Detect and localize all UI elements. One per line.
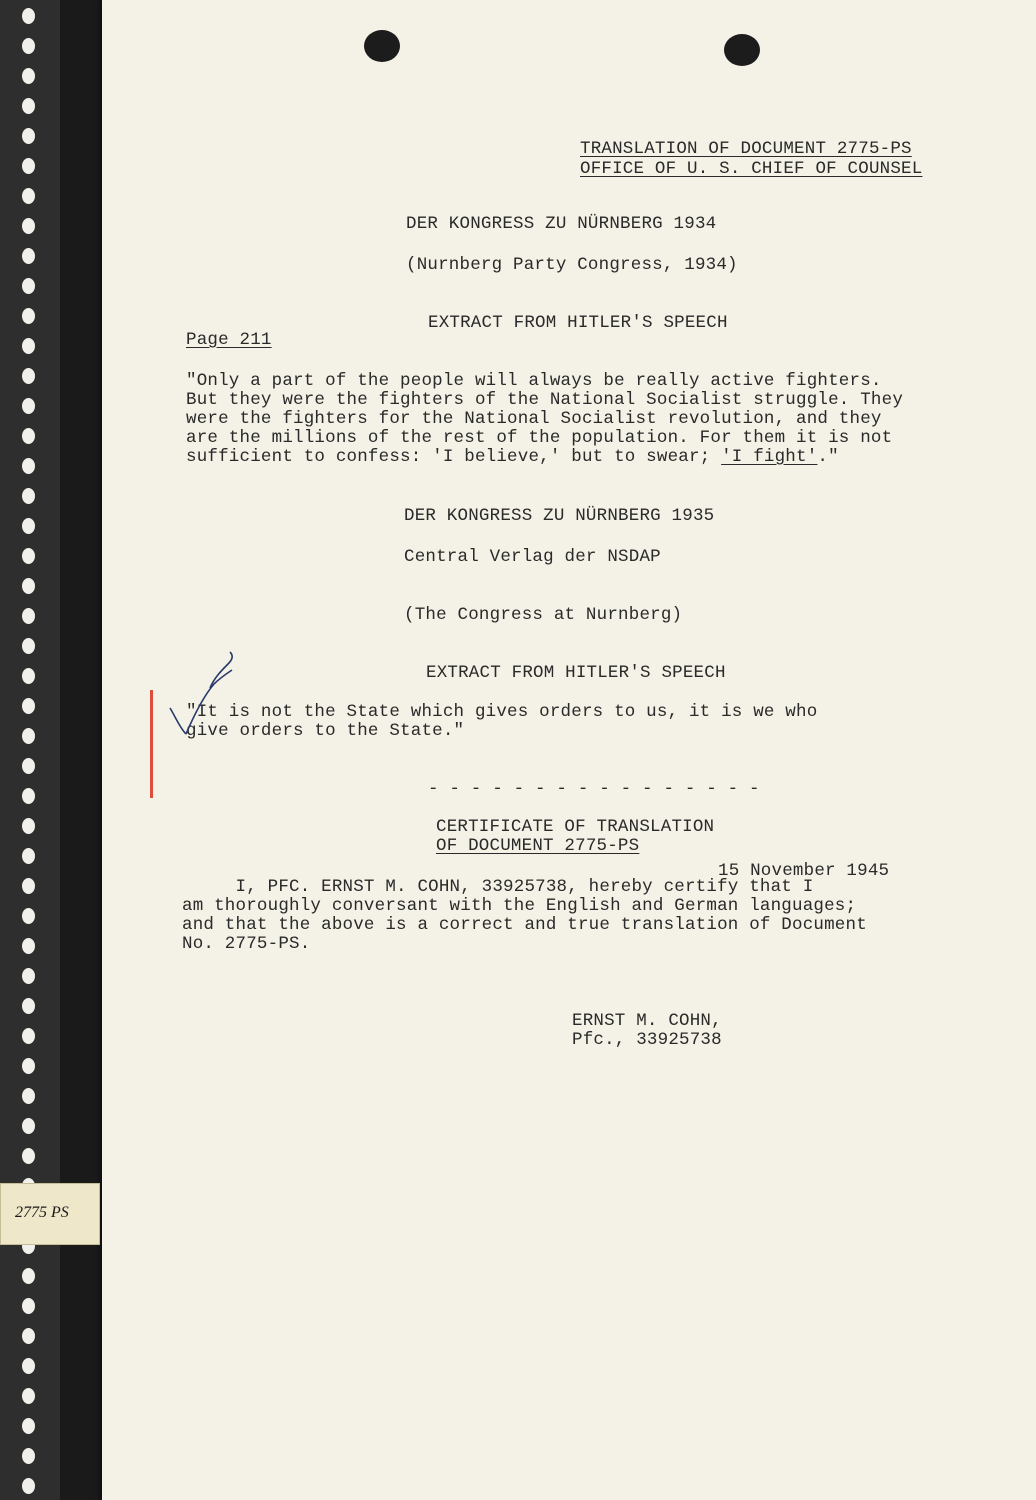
header-line-1: TRANSLATION OF DOCUMENT 2775-PS: [580, 139, 912, 159]
handwritten-check-icon: [162, 648, 242, 738]
binder-hole: [22, 68, 35, 84]
red-margin-line: [150, 690, 153, 798]
binder-hole: [22, 638, 35, 654]
tag-text: 2775 PS: [15, 1204, 69, 1221]
binder-hole: [22, 1088, 35, 1104]
binder-hole: [22, 98, 35, 114]
binder-hole: [22, 38, 35, 54]
binder-hole: [22, 458, 35, 474]
certificate-line-3: and that the above is a correct and true translation of Document: [182, 915, 867, 935]
binder-hole: [22, 788, 35, 804]
binder-hole: [22, 1328, 35, 1344]
binder-hole: [22, 878, 35, 894]
binder-hole: [22, 278, 35, 294]
binder-strip: [0, 0, 60, 1500]
punch-hole-left: [364, 30, 400, 62]
binder-hole: [22, 938, 35, 954]
page-reference: Page 211: [186, 330, 272, 350]
certificate-line-4: No. 2775-PS.: [182, 934, 311, 954]
quote-line-3: were the fighters for the National Socialist revolution, and they: [186, 409, 882, 429]
punch-hole-right: [724, 34, 760, 66]
binder-hole: [22, 218, 35, 234]
certificate-line-1: I, PFC. ERNST M. COHN, 33925738, hereby certify that I: [182, 877, 814, 897]
binder-hole: [22, 728, 35, 744]
binder-hole: [22, 308, 35, 324]
binder-hole: [22, 998, 35, 1014]
document-page: [102, 0, 1036, 1500]
quote-line-4: are the millions of the rest of the population. For them it is not: [186, 428, 893, 448]
binder-hole: [22, 608, 35, 624]
quote-line-2: But they were the fighters of the National Socialist struggle. They: [186, 390, 904, 410]
certificate-subheading: OF DOCUMENT 2775-PS: [436, 836, 640, 856]
binder-hole: [22, 488, 35, 504]
binder-hole: [22, 518, 35, 534]
binder-hole: [22, 248, 35, 264]
binder-hole: [22, 908, 35, 924]
binder-hole: [22, 1298, 35, 1314]
section2-publisher: Central Verlag der NSDAP: [404, 547, 661, 567]
certificate-line-2: am thoroughly conversant with the English and German languages;: [182, 896, 857, 916]
binder-hole: [22, 1268, 35, 1284]
binder-hole: [22, 758, 35, 774]
binder-hole: [22, 1358, 35, 1374]
binder-hole: [22, 1148, 35, 1164]
document-number-tag: [0, 1183, 100, 1245]
section1-title: DER KONGRESS ZU NÜRNBERG 1934: [406, 214, 717, 234]
binder-hole: [22, 1478, 35, 1494]
quote-line-5-text: sufficient to confess: 'I believe,' but to swear;: [186, 447, 722, 467]
section2-subtitle: (The Congress at Nurnberg): [404, 605, 683, 625]
binder-hole: [22, 578, 35, 594]
certificate-date: 15 November 1945: [718, 861, 890, 881]
binder-hole: [22, 1448, 35, 1464]
binder-hole: [22, 428, 35, 444]
binder-hole: [22, 8, 35, 24]
quote-line-5: [186, 448, 839, 467]
binder-hole: [22, 1118, 35, 1134]
quote-emphasis: 'I fight': [721, 447, 818, 467]
quote2-line-2: give orders to the State.": [186, 721, 465, 741]
binder-hole: [22, 188, 35, 204]
binder-hole: [22, 128, 35, 144]
binder-hole: [22, 548, 35, 564]
header-line-2: OFFICE OF U. S. CHIEF OF COUNSEL: [580, 159, 923, 179]
section2-title: DER KONGRESS ZU NÜRNBERG 1935: [404, 506, 715, 526]
quote2-line-1: "It is not the State which gives orders to us, it is we who: [186, 702, 818, 722]
binder-hole: [22, 368, 35, 384]
binder-hole: [22, 398, 35, 414]
binder-hole: [22, 818, 35, 834]
binder-hole: [22, 698, 35, 714]
binder-hole: [22, 1418, 35, 1434]
section1-extract-heading: EXTRACT FROM HITLER'S SPEECH: [428, 313, 728, 333]
quote-line-1: "Only a part of the people will always be really active fighters.: [186, 371, 882, 391]
binder-hole: [22, 338, 35, 354]
binder-hole: [22, 1388, 35, 1404]
binder-hole: [22, 968, 35, 984]
binder-hole: [22, 1058, 35, 1074]
signature-rank: Pfc., 33925738: [572, 1030, 722, 1050]
section1-subtitle: (Nurnberg Party Congress, 1934): [406, 255, 738, 275]
certificate-heading: CERTIFICATE OF TRANSLATION: [436, 817, 715, 837]
binder-hole: [22, 668, 35, 684]
binder-hole: [22, 848, 35, 864]
signature-name: ERNST M. COHN,: [572, 1011, 722, 1031]
divider-dashes: - - - - - - - - - - - - - - - -: [428, 779, 760, 799]
binder-hole: [22, 1028, 35, 1044]
quote-end: .": [817, 447, 839, 467]
section2-extract-heading: EXTRACT FROM HITLER'S SPEECH: [426, 663, 726, 683]
binder-hole: [22, 158, 35, 174]
